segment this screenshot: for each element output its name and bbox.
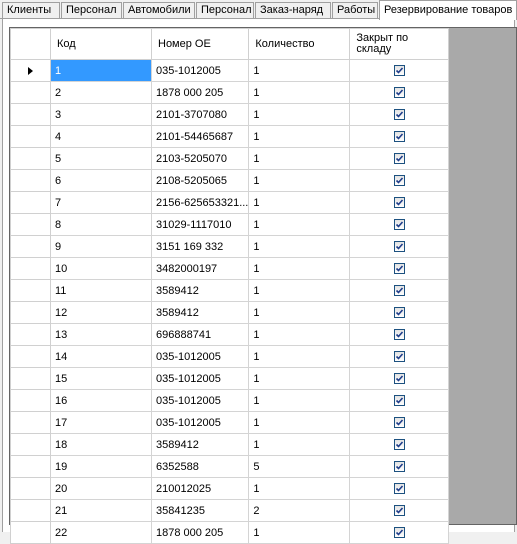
cell-closed-by-warehouse — [350, 192, 449, 214]
tab-cars[interactable]: Автомобили — [123, 2, 195, 18]
cell-oe-number[interactable]: 3482000197 — [152, 258, 249, 280]
closed-checkbox[interactable] — [394, 417, 405, 428]
cell-quantity[interactable]: 1 — [249, 104, 350, 126]
column-header-closed-line1: Закрыт по — [356, 32, 409, 44]
row-header[interactable] — [11, 324, 51, 346]
cell-closed-by-warehouse — [350, 412, 449, 434]
cell-code[interactable]: 22 — [51, 522, 152, 544]
table-row[interactable] — [11, 412, 449, 434]
checkmark-icon — [395, 264, 404, 273]
cell-oe-number[interactable]: 696888741 — [152, 324, 249, 346]
row-header[interactable] — [11, 346, 51, 368]
tab-staff-2[interactable]: Персонал — [196, 2, 254, 18]
checkmark-icon — [395, 242, 404, 251]
cell-code[interactable]: 10 — [51, 258, 152, 280]
row-header[interactable] — [11, 522, 51, 544]
row-header[interactable] — [11, 412, 51, 434]
row-header-corner[interactable] — [11, 29, 51, 60]
cell-closed-by-warehouse — [350, 104, 449, 126]
cell-quantity[interactable]: 1 — [249, 126, 350, 148]
cell-quantity[interactable]: 1 — [249, 434, 350, 456]
cell-closed-by-warehouse — [350, 346, 449, 368]
row-header[interactable] — [11, 126, 51, 148]
closed-checkbox[interactable] — [394, 175, 405, 186]
table-row[interactable] — [11, 126, 449, 148]
table-row[interactable] — [11, 104, 449, 126]
row-header[interactable] — [11, 214, 51, 236]
checkmark-icon — [395, 198, 404, 207]
cell-quantity[interactable]: 2 — [249, 500, 350, 522]
table-row[interactable] — [11, 522, 449, 544]
cell-oe-number[interactable]: 035-1012005 — [152, 60, 249, 82]
row-header[interactable] — [11, 500, 51, 522]
checkmark-icon — [395, 154, 404, 163]
cell-oe-number[interactable]: 2108-5205065 — [152, 170, 249, 192]
cell-oe-number[interactable]: 2156-625653321... — [152, 192, 249, 214]
cell-code[interactable]: 1 — [51, 60, 152, 82]
tab-clients[interactable]: Клиенты — [2, 2, 60, 18]
closed-checkbox[interactable] — [394, 461, 405, 472]
cell-quantity[interactable]: 5 — [249, 456, 350, 478]
cell-closed-by-warehouse — [350, 478, 449, 500]
cell-oe-number[interactable]: 210012025 — [152, 478, 249, 500]
cell-closed-by-warehouse — [350, 258, 449, 280]
tab-staff[interactable]: Персонал — [61, 2, 122, 18]
grid-table — [10, 28, 449, 544]
checkmark-icon — [395, 286, 404, 295]
tab-works[interactable]: Работы — [332, 2, 378, 18]
closed-checkbox[interactable] — [394, 439, 405, 450]
cell-closed-by-warehouse — [350, 236, 449, 258]
cell-quantity[interactable]: 1 — [249, 214, 350, 236]
cell-quantity[interactable]: 1 — [249, 192, 350, 214]
cell-oe-number[interactable]: 35841235 — [152, 500, 249, 522]
table-row[interactable] — [11, 236, 449, 258]
closed-checkbox[interactable] — [394, 329, 405, 340]
row-header[interactable] — [11, 60, 51, 82]
cell-code[interactable]: 7 — [51, 192, 152, 214]
table-row[interactable] — [11, 280, 449, 302]
checkmark-icon — [395, 220, 404, 229]
cell-quantity[interactable]: 1 — [249, 324, 350, 346]
cell-code[interactable]: 3 — [51, 104, 152, 126]
cell-closed-by-warehouse — [350, 368, 449, 390]
closed-checkbox[interactable] — [394, 263, 405, 274]
cell-oe-number[interactable]: 035-1012005 — [152, 390, 249, 412]
cell-oe-number[interactable]: 1878 000 205 — [152, 522, 249, 544]
cell-oe-number[interactable]: 3589412 — [152, 434, 249, 456]
cell-oe-number[interactable]: 2101-3707080 — [152, 104, 249, 126]
table-row[interactable] — [11, 192, 449, 214]
row-header[interactable] — [11, 280, 51, 302]
checkmark-icon — [395, 462, 404, 471]
cell-quantity[interactable]: 1 — [249, 82, 350, 104]
cell-code[interactable]: 19 — [51, 456, 152, 478]
row-header[interactable] — [11, 390, 51, 412]
closed-checkbox[interactable] — [394, 241, 405, 252]
cell-closed-by-warehouse — [350, 60, 449, 82]
checkmark-icon — [395, 66, 404, 75]
cell-code[interactable]: 4 — [51, 126, 152, 148]
row-header[interactable] — [11, 82, 51, 104]
cell-code[interactable]: 17 — [51, 412, 152, 434]
row-header[interactable] — [11, 258, 51, 280]
cell-closed-by-warehouse — [350, 82, 449, 104]
cell-code[interactable]: 5 — [51, 148, 152, 170]
cell-closed-by-warehouse — [350, 280, 449, 302]
row-header[interactable] — [11, 434, 51, 456]
checkmark-icon — [395, 418, 404, 427]
tab-work-order[interactable]: Заказ-наряд — [255, 2, 331, 18]
reservation-grid[interactable] — [9, 27, 517, 539]
row-header[interactable] — [11, 170, 51, 192]
cell-quantity[interactable]: 1 — [249, 368, 350, 390]
grid-body — [11, 60, 449, 544]
closed-checkbox[interactable] — [394, 395, 405, 406]
cell-quantity[interactable]: 1 — [249, 412, 350, 434]
closed-checkbox[interactable] — [394, 527, 405, 538]
checkmark-icon — [395, 308, 404, 317]
cell-closed-by-warehouse — [350, 302, 449, 324]
cell-code[interactable]: 2 — [51, 82, 152, 104]
row-header[interactable] — [11, 104, 51, 126]
cell-quantity[interactable]: 1 — [249, 148, 350, 170]
row-header[interactable] — [11, 148, 51, 170]
cell-oe-number[interactable]: 2101-54465687 — [152, 126, 249, 148]
row-header[interactable] — [11, 192, 51, 214]
cell-quantity[interactable]: 1 — [249, 236, 350, 258]
cell-quantity[interactable]: 1 — [249, 280, 350, 302]
current-row-arrow-icon — [28, 67, 33, 75]
cell-closed-by-warehouse — [350, 434, 449, 456]
closed-checkbox[interactable] — [394, 285, 405, 296]
row-header[interactable] — [11, 478, 51, 500]
cell-code[interactable]: 13 — [51, 324, 152, 346]
cell-code[interactable]: 21 — [51, 500, 152, 522]
cell-code[interactable]: 9 — [51, 236, 152, 258]
cell-quantity[interactable]: 1 — [249, 60, 350, 82]
cell-code[interactable]: 18 — [51, 434, 152, 456]
column-header-code[interactable]: Код — [51, 29, 152, 60]
table-row[interactable] — [11, 456, 449, 478]
row-header[interactable] — [11, 236, 51, 258]
table-row[interactable] — [11, 478, 449, 500]
cell-code[interactable]: 11 — [51, 280, 152, 302]
checkmark-icon — [395, 528, 404, 537]
closed-checkbox[interactable] — [394, 351, 405, 362]
cell-closed-by-warehouse — [350, 170, 449, 192]
cell-quantity[interactable]: 1 — [249, 346, 350, 368]
closed-checkbox[interactable] — [394, 307, 405, 318]
table-row[interactable] — [11, 302, 449, 324]
column-header-closed-by-warehouse[interactable] — [350, 29, 449, 60]
checkmark-icon — [395, 484, 404, 493]
column-header-oe-number[interactable]: Номер ОЕ — [152, 29, 249, 60]
table-row[interactable] — [11, 258, 449, 280]
cell-quantity[interactable]: 1 — [249, 522, 350, 544]
column-header-quantity[interactable]: Количество — [249, 29, 350, 60]
table-row[interactable] — [11, 434, 449, 456]
cell-closed-by-warehouse — [350, 456, 449, 478]
cell-oe-number[interactable]: 3589412 — [152, 302, 249, 324]
cell-code[interactable]: 20 — [51, 478, 152, 500]
closed-checkbox[interactable] — [394, 65, 405, 76]
tab-goods-reservation[interactable]: Резервирование товаров — [379, 0, 517, 20]
row-header[interactable] — [11, 302, 51, 324]
checkmark-icon — [395, 440, 404, 449]
checkmark-icon — [395, 352, 404, 361]
cell-closed-by-warehouse — [350, 500, 449, 522]
cell-oe-number[interactable]: 6352588 — [152, 456, 249, 478]
cell-quantity[interactable]: 1 — [249, 258, 350, 280]
cell-oe-number[interactable]: 3151 169 332 — [152, 236, 249, 258]
cell-quantity[interactable]: 1 — [249, 478, 350, 500]
cell-oe-number[interactable]: 1878 000 205 — [152, 82, 249, 104]
cell-code[interactable]: 8 — [51, 214, 152, 236]
row-header[interactable] — [11, 456, 51, 478]
closed-checkbox[interactable] — [394, 87, 405, 98]
cell-oe-number[interactable]: 31029-1117010 — [152, 214, 249, 236]
tab-strip — [0, 0, 517, 19]
table-row[interactable] — [11, 346, 449, 368]
cell-code[interactable]: 6 — [51, 170, 152, 192]
cell-code[interactable]: 16 — [51, 390, 152, 412]
cell-closed-by-warehouse — [350, 390, 449, 412]
checkmark-icon — [395, 132, 404, 141]
cell-closed-by-warehouse — [350, 214, 449, 236]
table-row[interactable] — [11, 500, 449, 522]
closed-checkbox[interactable] — [394, 505, 405, 516]
checkmark-icon — [395, 176, 404, 185]
header-row — [11, 29, 449, 60]
cell-closed-by-warehouse — [350, 148, 449, 170]
cell-closed-by-warehouse — [350, 522, 449, 544]
table-row[interactable] — [11, 214, 449, 236]
cell-oe-number[interactable]: 035-1012005 — [152, 368, 249, 390]
table-row[interactable] — [11, 148, 449, 170]
closed-checkbox[interactable] — [394, 373, 405, 384]
table-row[interactable] — [11, 82, 449, 104]
cell-code[interactable]: 15 — [51, 368, 152, 390]
closed-checkbox[interactable] — [394, 219, 405, 230]
table-row[interactable] — [11, 390, 449, 412]
checkmark-icon — [395, 110, 404, 119]
closed-checkbox[interactable] — [394, 483, 405, 494]
cell-code[interactable]: 14 — [51, 346, 152, 368]
closed-checkbox[interactable] — [394, 131, 405, 142]
cell-oe-number[interactable]: 035-1012005 — [152, 346, 249, 368]
cell-oe-number[interactable]: 035-1012005 — [152, 412, 249, 434]
checkmark-icon — [395, 506, 404, 515]
checkmark-icon — [395, 88, 404, 97]
table-row[interactable] — [11, 368, 449, 390]
table-row[interactable] — [11, 60, 449, 82]
table-row[interactable] — [11, 324, 449, 346]
checkmark-icon — [395, 374, 404, 383]
cell-oe-number[interactable]: 2103-5205070 — [152, 148, 249, 170]
checkmark-icon — [395, 330, 404, 339]
checkmark-icon — [395, 396, 404, 405]
cell-closed-by-warehouse — [350, 324, 449, 346]
closed-checkbox[interactable] — [394, 153, 405, 164]
cell-code[interactable]: 12 — [51, 302, 152, 324]
cell-quantity[interactable]: 1 — [249, 302, 350, 324]
table-row[interactable] — [11, 170, 449, 192]
row-header[interactable] — [11, 368, 51, 390]
cell-oe-number[interactable]: 3589412 — [152, 280, 249, 302]
column-header-closed-line2: складу — [356, 43, 392, 55]
cell-quantity[interactable]: 1 — [249, 170, 350, 192]
cell-quantity[interactable]: 1 — [249, 390, 350, 412]
cell-closed-by-warehouse — [350, 126, 449, 148]
closed-checkbox[interactable] — [394, 109, 405, 120]
closed-checkbox[interactable] — [394, 197, 405, 208]
